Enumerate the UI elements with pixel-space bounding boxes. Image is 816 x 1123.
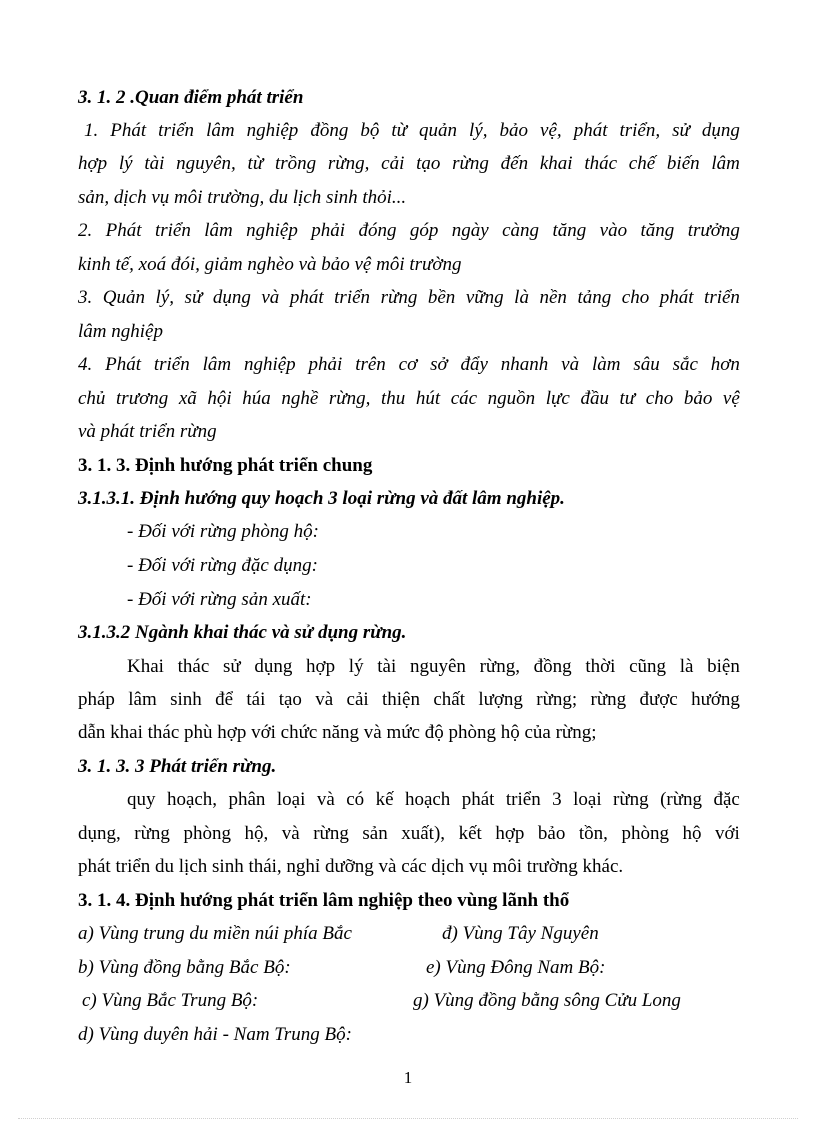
word: nguyên, (176, 153, 236, 174)
word: Quản (102, 287, 146, 308)
word: trưởng (687, 220, 740, 241)
word: chế (628, 153, 656, 174)
word: 3. (78, 287, 93, 308)
word: sử (184, 287, 203, 308)
word: rừng, (327, 153, 370, 174)
word: triển (334, 287, 371, 308)
heading-number: 3. 1. 2 . (78, 87, 135, 108)
word: hộ (682, 823, 702, 844)
word: bảo (537, 823, 566, 844)
word: phải (308, 354, 343, 375)
word: nhanh (500, 354, 549, 375)
word: và (315, 689, 334, 710)
word: thời (585, 656, 616, 677)
word: dụng (212, 287, 251, 308)
word: hội (207, 388, 232, 409)
word: hút (415, 388, 441, 409)
word: triển, (619, 120, 661, 141)
word: hoạch (404, 789, 451, 810)
word: các (450, 388, 478, 409)
word: Khai (127, 656, 164, 677)
word: lý (348, 656, 364, 677)
word: loại (276, 789, 306, 810)
word: biến (666, 153, 700, 174)
word: lý, (469, 120, 488, 141)
word: quy (127, 789, 156, 810)
word: và (316, 789, 335, 810)
word: cơ (398, 354, 418, 375)
word: lý, (155, 287, 175, 308)
word: dụng, (78, 823, 121, 844)
word: sở (430, 354, 448, 375)
word: 4. (78, 354, 93, 375)
heading-title: Quan điểm phát triển (135, 87, 304, 108)
word: rừng (590, 689, 627, 710)
word: sinh (170, 689, 202, 710)
word: sử (672, 120, 690, 141)
word: (rừng (660, 789, 703, 810)
word: là (514, 287, 529, 308)
p6-line2 (78, 824, 740, 843)
word: Phát (105, 220, 142, 241)
word: tài (144, 153, 165, 174)
word: 1. (84, 120, 99, 141)
word: rừng (134, 823, 170, 844)
section-heading-3-1-3: 3. 1. 3. Định hướng phát triển chung (78, 455, 373, 476)
word: càng (502, 220, 540, 241)
word: quản (419, 120, 458, 141)
word: phát (573, 120, 608, 141)
word: rừng, (328, 388, 371, 409)
word: sắc (672, 354, 698, 375)
section-heading-3-1-3-3: 3. 1. 3. 3 Phát triển rừng. (78, 756, 277, 777)
p4-line1 (78, 355, 740, 374)
word: cải (381, 153, 405, 174)
word: Phát (105, 354, 141, 375)
p1-line1 (84, 121, 740, 140)
p2-line1 (78, 221, 740, 240)
p3-line1 (78, 288, 740, 307)
word: cải (346, 689, 369, 710)
word: lượng (478, 689, 523, 710)
word: tồn, (578, 823, 608, 844)
word: loại (573, 789, 602, 810)
word: hơn (710, 354, 740, 375)
word: nền (539, 287, 567, 308)
section-heading-3-1-3-1: 3.1.3.1. Định hướng quy hoạch 3 loại rừng và đất lâm nghiệp. (78, 488, 565, 509)
section-heading-3-1-2 (78, 88, 303, 107)
forest-type-item: - Đối với rừng sản xuất: (127, 589, 312, 610)
word: hợp (306, 656, 336, 677)
p6-line1 (127, 790, 740, 809)
heading-number: 3. 1. 4. (78, 890, 131, 911)
p4-line2 (78, 389, 740, 408)
section-heading-3-1-4 (78, 891, 569, 910)
word: cho (621, 287, 650, 308)
section-heading-3-1-3-2: 3.1.3.2 Ngành khai thác và sử dụng rừng. (78, 622, 407, 643)
word: lâm (202, 354, 232, 375)
word: khai (539, 153, 573, 174)
word: được (639, 689, 678, 710)
word: xuất), (401, 823, 446, 844)
word: phân (228, 789, 266, 810)
word: đồng (310, 120, 349, 141)
word: xã (178, 388, 197, 409)
word: tảng (577, 287, 612, 308)
word: cũng (629, 656, 667, 677)
word: triển (154, 220, 191, 241)
word: triển (704, 287, 740, 308)
word: sâu (633, 354, 660, 375)
word: húa (242, 388, 271, 409)
word: bảo (499, 120, 529, 141)
word: trên (355, 354, 386, 375)
region-a: a) Vùng trung du miền núi phía Bắc (78, 923, 352, 944)
region-e: e) Vùng Đông Nam Bộ: (426, 957, 606, 978)
word: vào (599, 220, 628, 241)
word: tăng (552, 220, 587, 241)
p5-line3: dẫn khai thác phù hợp với chức năng và mức độ phòng hộ của rừng; (78, 722, 597, 743)
word: đóng (358, 220, 397, 241)
word: vệ, (540, 120, 562, 141)
word: đặc (713, 789, 740, 810)
word: phát (289, 287, 324, 308)
word: lâm (711, 153, 740, 174)
word: phòng (621, 823, 669, 844)
word: tạo (416, 153, 441, 174)
word: vệ (722, 388, 740, 409)
word: vững (465, 287, 504, 308)
word: góp (409, 220, 439, 241)
word: lực (545, 388, 570, 409)
region-b: b) Vùng đồng bằng Bắc Bộ: (78, 957, 291, 978)
word: trương (116, 388, 169, 409)
word: để (215, 689, 234, 710)
word: rừng, (479, 656, 520, 677)
word: nguồn (487, 388, 536, 409)
word: bảo (683, 388, 713, 409)
word: nghiệp (246, 120, 299, 141)
word: phát (659, 287, 694, 308)
word: thác (584, 153, 618, 174)
word: từ (391, 120, 408, 141)
word: làm (591, 354, 621, 375)
word: và (281, 823, 300, 844)
heading-title: Định hướng phát triển lâm nghiệp theo vùng lãnh thổ (135, 890, 570, 911)
word: rừng (452, 153, 489, 174)
word: cho (645, 388, 674, 409)
p5-line1 (127, 657, 740, 676)
word: thiện (382, 689, 420, 710)
region-dd: đ) Vùng Tây Nguyên (442, 923, 599, 944)
page-bottom-divider (18, 1118, 798, 1119)
word: dụng (254, 656, 293, 677)
p2-line2: kinh tế, xoá đói, giảm nghèo và bảo vệ môi trường (78, 254, 462, 275)
word: chủ (78, 388, 106, 409)
word: phải (311, 220, 346, 241)
word: đẩy (460, 354, 488, 375)
region-g: g) Vùng đồng bằng sông Cửu Long (413, 990, 681, 1011)
region-c: c) Vùng Bắc Trung Bộ: (82, 990, 259, 1011)
word: nguyên (409, 656, 466, 677)
word: rừng (613, 789, 649, 810)
word: dụng (701, 120, 740, 141)
word: hợp (495, 823, 525, 844)
word: tăng (640, 220, 675, 241)
word: và (561, 354, 580, 375)
word: nghiệp (246, 220, 298, 241)
word: triển (153, 354, 190, 375)
forest-type-item: - Đối với rừng phòng hộ: (127, 521, 320, 542)
word: hộ, (244, 823, 269, 844)
word: rừng (380, 287, 418, 308)
word: với (715, 823, 740, 844)
word: tài (377, 656, 397, 677)
word: chất (433, 689, 465, 710)
word: thu (380, 388, 406, 409)
word: tái (246, 689, 266, 710)
p1-line3: sản, dịch vụ môi trường, du lịch sinh thỏi... (78, 187, 407, 208)
word: lâm (128, 689, 157, 710)
word: có (346, 789, 365, 810)
word: thác (177, 656, 210, 677)
word: biện (707, 656, 740, 677)
word: hoạch, (166, 789, 218, 810)
word: 2. (78, 220, 93, 241)
p6-line3: phát triển du lịch sinh thái, nghỉ dưỡng và các dịch vụ môi trường khác. (78, 856, 624, 877)
forest-type-item: - Đối với rừng đặc dụng: (127, 555, 318, 576)
word: sản (362, 823, 388, 844)
word: nghiệp (243, 354, 296, 375)
page-number: 1 (403, 1068, 413, 1087)
p3-line2: lâm nghiệp (78, 321, 163, 342)
word: từ (247, 153, 264, 174)
word: lý (118, 153, 133, 174)
word: và (261, 287, 280, 308)
word: bền (427, 287, 456, 308)
word: hợp (78, 153, 108, 174)
word: phát (461, 789, 495, 810)
word: rừng (313, 823, 349, 844)
p4-line3: và phát triển rừng (78, 421, 217, 442)
word: triển (505, 789, 541, 810)
word: nghề (281, 388, 319, 409)
region-d: d) Vùng duyên hải - Nam Trung Bộ: (78, 1024, 352, 1045)
word: kế (375, 789, 394, 810)
word: hướng (691, 689, 740, 710)
word: kết (458, 823, 482, 844)
word: rừng; (536, 689, 578, 710)
p5-line2 (78, 690, 740, 709)
word: đến (500, 153, 529, 174)
word: Phát (110, 120, 147, 141)
word: bộ (360, 120, 380, 141)
word: triển (158, 120, 195, 141)
word: 3 (552, 789, 562, 810)
p1-line2 (78, 154, 740, 173)
word: lâm (204, 220, 233, 241)
word: tạo (278, 689, 302, 710)
word: tư (619, 388, 636, 409)
word: ngày (451, 220, 489, 241)
word: đầu (580, 388, 609, 409)
word: đồng (533, 656, 572, 677)
word: lâm (206, 120, 235, 141)
word: sử (222, 656, 241, 677)
word: trồng (274, 153, 317, 174)
word: là (679, 656, 694, 677)
word: phòng (183, 823, 231, 844)
word: pháp (78, 689, 115, 710)
